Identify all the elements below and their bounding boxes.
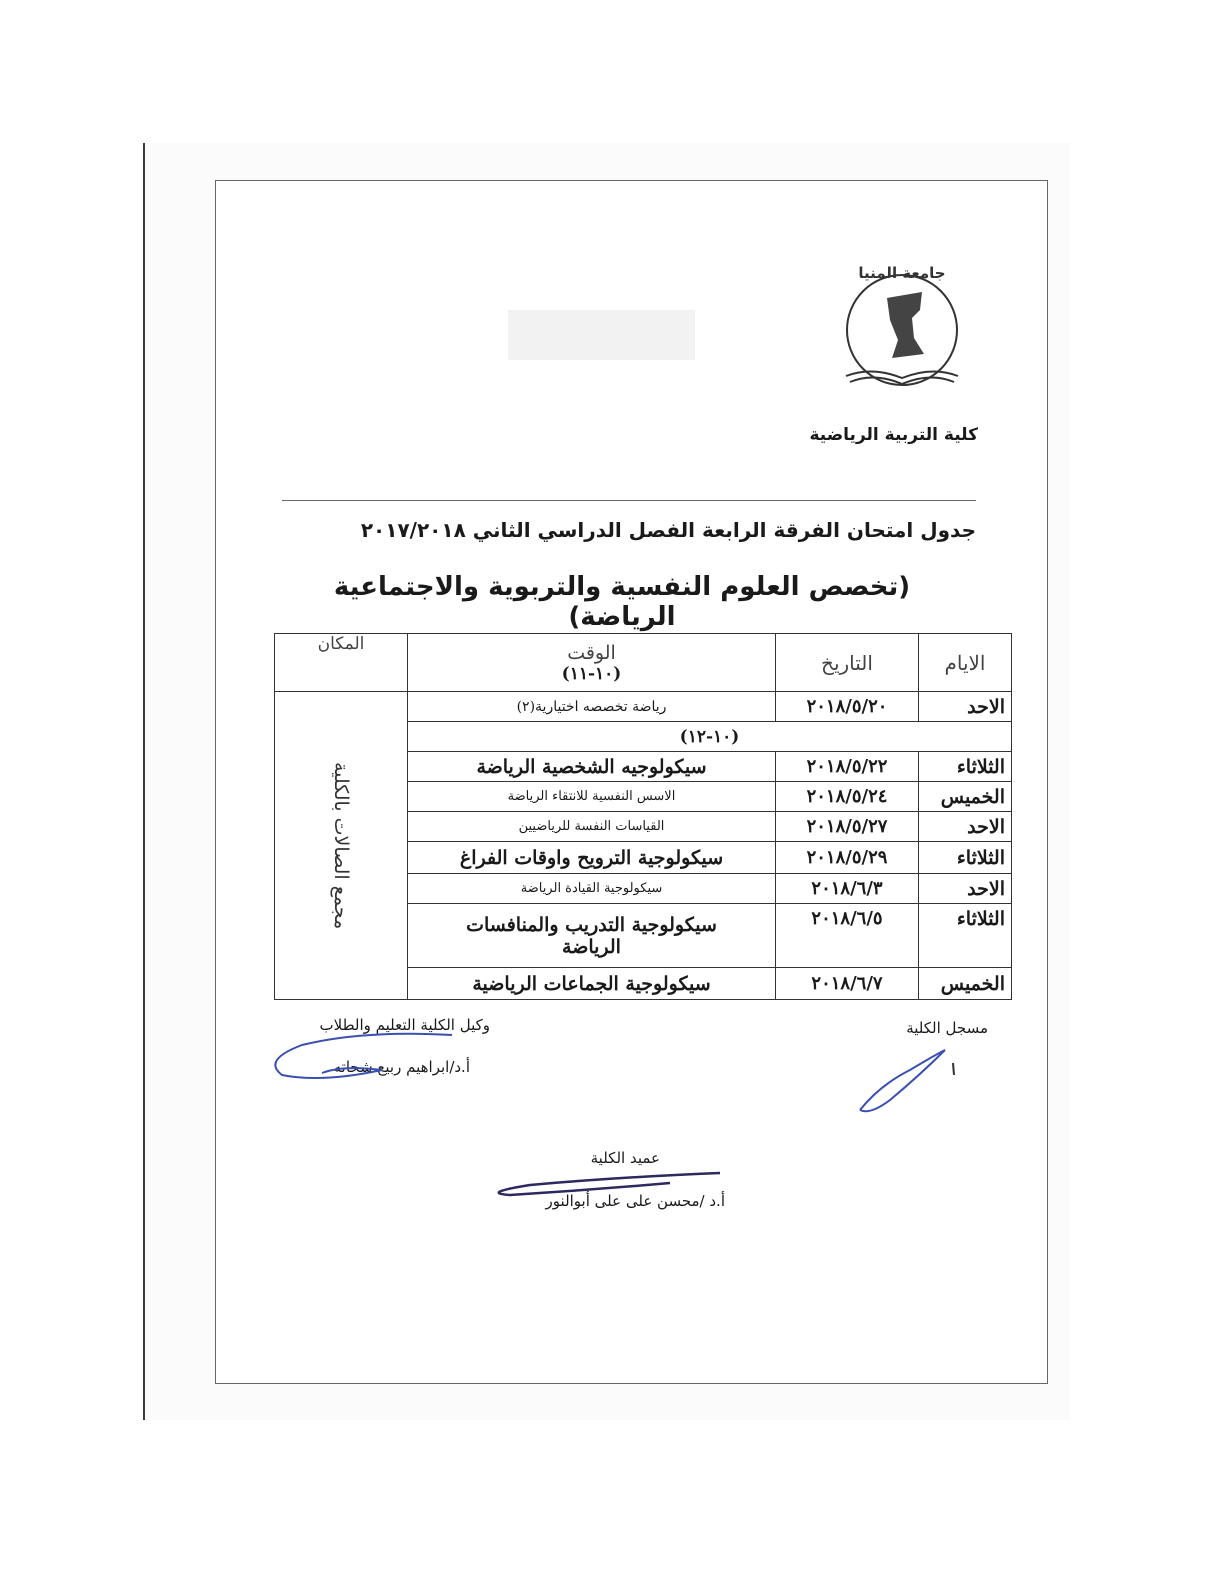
registrar-title: مسجل الكلية: [906, 1019, 988, 1037]
dean-name: أ.د /محسن على على أبوالنور: [545, 1192, 725, 1210]
vice-dean-title: وكيل الكلية التعليم والطلاب: [319, 1016, 490, 1034]
row-day: الخميس: [919, 968, 1012, 1000]
header-time-cell: [408, 634, 776, 692]
dean-title: عميد الكلية: [590, 1149, 660, 1167]
row-subject: سيكولوجية الجماعات الرياضية: [408, 968, 776, 1000]
row-date: ٢٠١٨/٦/٥: [776, 904, 919, 968]
row-day: الخميس: [919, 782, 1012, 812]
university-logo: [832, 258, 972, 398]
row-day: الاحد: [919, 874, 1012, 904]
scan-edge: [143, 143, 145, 1420]
row-subject: القياسات النفسة للرياضيين: [408, 812, 776, 842]
place-cell: [275, 692, 408, 1000]
header-days: الايام: [919, 634, 1012, 692]
logo-text: جامعة المنيا: [858, 264, 946, 282]
row-subject: سيكولوجية الترويح واوقات الفراغ: [408, 842, 776, 874]
row-subject: سيكولوجية القيادة الرياضة: [408, 874, 776, 904]
row-date: ٢٠١٨/٥/٢٧: [776, 812, 919, 842]
row-date: ٢٠١٨/٥/٢٢: [776, 752, 919, 782]
row-day: الثلاثاء: [919, 752, 1012, 782]
row-date: ٢٠١٨/٥/٢٩: [776, 842, 919, 874]
row-subject: سيكولوجيه الشخصية الرياضة: [408, 752, 776, 782]
row-day: الثلاثاء: [919, 842, 1012, 874]
table-header-row: [275, 634, 1012, 692]
row-subject: رياضة تخصصه اختيارية(٢): [408, 692, 776, 722]
header-date: التاريخ: [776, 634, 919, 692]
faded-stamp: [508, 310, 695, 360]
row-date: ٢٠١٨/٥/٢٤: [776, 782, 919, 812]
divider: [282, 500, 976, 501]
row-subject: سيكولوجية التدريب والمنافسات الرياضة: [408, 904, 776, 968]
registrar-signature: [850, 1045, 970, 1120]
row-date: ٢٠١٨/٦/٧: [776, 968, 919, 1000]
vice-dean-name: أ.د/ابراهيم ربيع شحاته: [333, 1058, 470, 1076]
time-slot-2: (١٠-١٢): [408, 722, 1012, 752]
row-day: الثلاثاء: [919, 904, 1012, 968]
header-time: الوقت: [567, 641, 616, 664]
page-title: جدول امتحان الفرقة الرابعة الفصل الدراسي الثاني ٢٠١٧/٢٠١٨: [360, 518, 976, 542]
row-date: ٢٠١٨/٥/٢٠: [776, 692, 919, 722]
row-subject: الاسس النفسية للانتقاء الرياضة: [408, 782, 776, 812]
row-day: الاحد: [919, 692, 1012, 722]
table-row: [275, 692, 1012, 722]
vice-dean-signature: [262, 1025, 462, 1085]
place-value: مجمع الصالات بالكلية: [330, 761, 352, 930]
faculty-name: كلية التربية الرياضية: [809, 425, 978, 445]
time-slot-1: (١٠-١١): [561, 663, 622, 684]
header-place: المكان: [275, 634, 408, 692]
page-subtitle: (تخصص العلوم النفسية والتربوية والاجتماعية الرياضة): [333, 572, 911, 632]
row-day: الاحد: [919, 812, 1012, 842]
exam-schedule-table: [274, 633, 1012, 1000]
row-date: ٢٠١٨/٦/٣: [776, 874, 919, 904]
